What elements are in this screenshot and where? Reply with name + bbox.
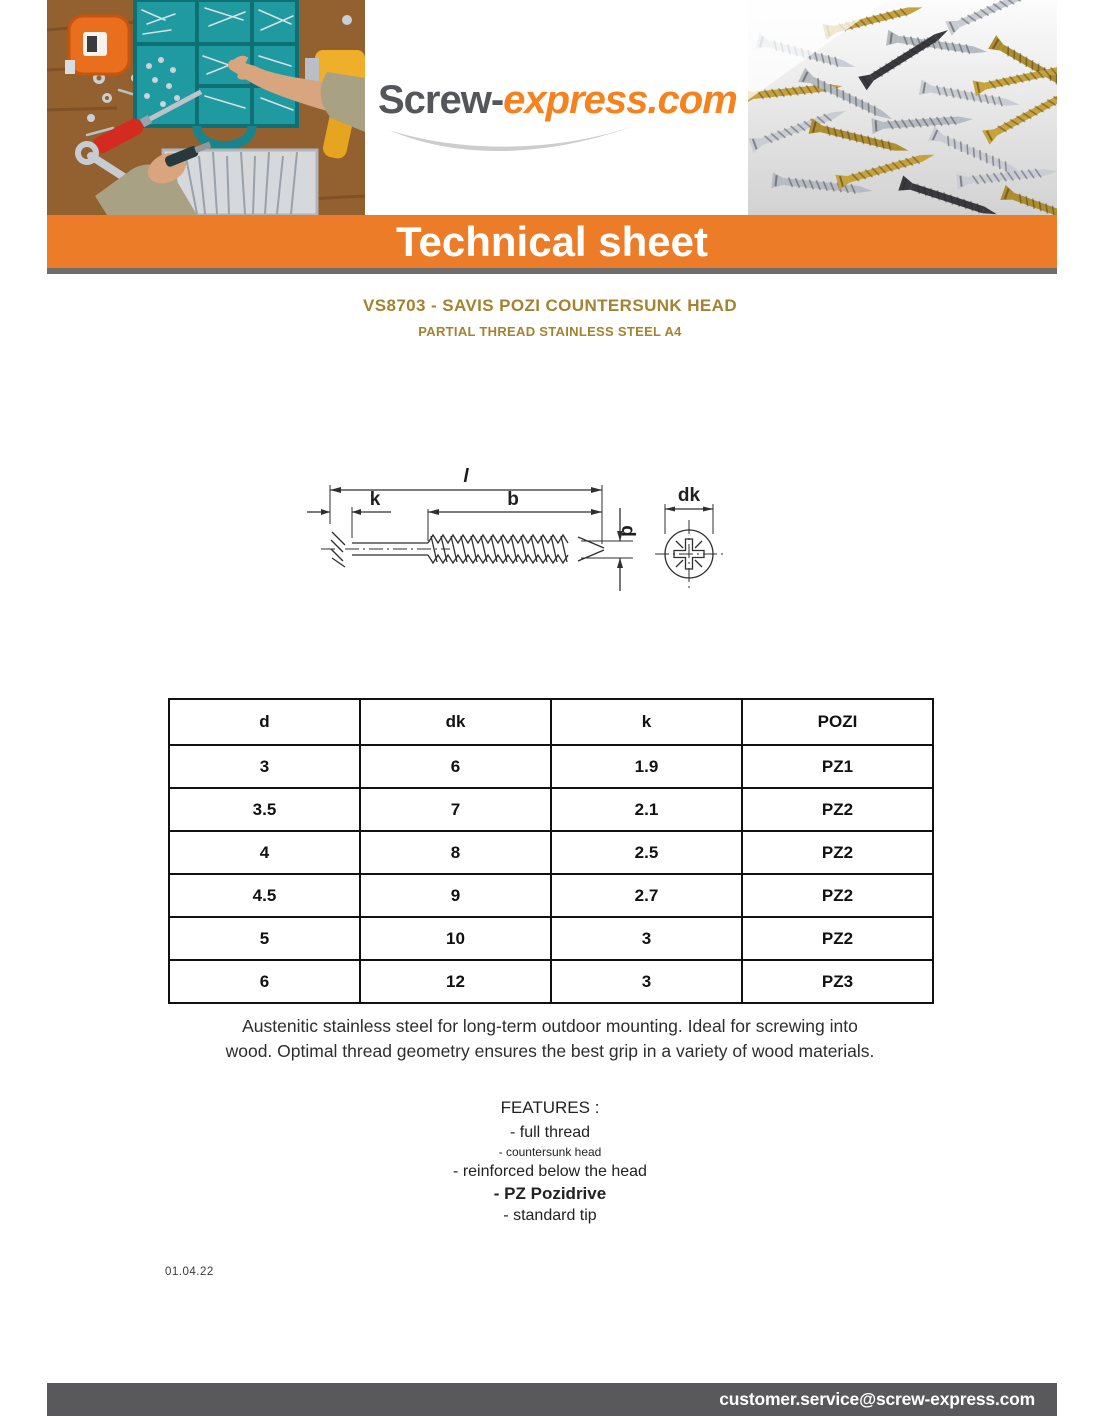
cell-k: 2.7 bbox=[551, 874, 742, 917]
dim-label-k: k bbox=[369, 489, 381, 510]
cell-dk: 8 bbox=[360, 831, 551, 874]
table-row bbox=[169, 917, 933, 960]
product-description bbox=[0, 1014, 1100, 1064]
cell-d: 3 bbox=[169, 745, 360, 788]
features-section bbox=[0, 1098, 1100, 1226]
feature-reinforced: - reinforced below the head bbox=[453, 1163, 647, 1180]
cell-k: 1.9 bbox=[551, 745, 742, 788]
revision-date: 01.04.22 bbox=[165, 1266, 214, 1278]
table-row bbox=[169, 874, 933, 917]
table-row bbox=[169, 960, 933, 1003]
cell-d: 4.5 bbox=[169, 874, 360, 917]
screw-pile-illustration bbox=[748, 0, 1057, 215]
col-header-pozi: POZI bbox=[742, 699, 933, 745]
dim-label-b: b bbox=[507, 489, 519, 510]
banner-title: Technical sheet bbox=[47, 215, 1057, 268]
cell-dk: 6 bbox=[360, 745, 551, 788]
dim-label-d: d bbox=[617, 525, 638, 537]
table-row bbox=[169, 788, 933, 831]
cell-k: 2.1 bbox=[551, 788, 742, 831]
feature-countersunk-head: - countersunk head bbox=[498, 1145, 602, 1159]
cell-pozi: PZ2 bbox=[742, 917, 933, 960]
description-line2: wood. Optimal thread geometry ensures the best grip in a variety of wood materials. bbox=[225, 1041, 875, 1061]
table-row bbox=[169, 831, 933, 874]
cell-dk: 10 bbox=[360, 917, 551, 960]
product-subtitle: PARTIAL THREAD STAINLESS STEEL A4 bbox=[418, 324, 682, 339]
cell-k: 2.5 bbox=[551, 831, 742, 874]
brand-name-part1: Screw- bbox=[378, 78, 504, 122]
product-title: VS8703 - SAVIS POZI COUNTERSUNK HEAD bbox=[363, 296, 737, 315]
cell-pozi: PZ2 bbox=[742, 874, 933, 917]
dim-label-l: l bbox=[463, 466, 469, 487]
cell-dk: 12 bbox=[360, 960, 551, 1003]
feature-full-thread: - full thread bbox=[509, 1124, 591, 1141]
description-line1: Austenitic stainless steel for long-term outdoor mounting. Ideal for screwing into bbox=[242, 1016, 858, 1036]
footer-email: customer.service@screw-express.com bbox=[719, 1389, 1035, 1409]
feature-pz-pozidrive: - PZ Pozidrive bbox=[493, 1184, 607, 1203]
footer-bar bbox=[47, 1383, 1057, 1416]
cell-d: 4 bbox=[169, 831, 360, 874]
cell-dk: 7 bbox=[360, 788, 551, 831]
table-header-row bbox=[169, 699, 933, 745]
cell-pozi: PZ3 bbox=[742, 960, 933, 1003]
cell-k: 3 bbox=[551, 917, 742, 960]
table-row bbox=[169, 745, 933, 788]
cell-pozi: PZ2 bbox=[742, 831, 933, 874]
feature-standard-tip: - standard tip bbox=[503, 1207, 597, 1224]
col-header-d: d bbox=[169, 699, 360, 745]
brand-logo bbox=[378, 80, 738, 120]
cell-pozi: PZ1 bbox=[742, 745, 933, 788]
cell-d: 3.5 bbox=[169, 788, 360, 831]
features-heading: FEATURES : bbox=[500, 1098, 600, 1117]
cell-k: 3 bbox=[551, 960, 742, 1003]
col-header-k: k bbox=[551, 699, 742, 745]
brand-name-part2: express.com bbox=[503, 78, 737, 122]
cell-d: 5 bbox=[169, 917, 360, 960]
cell-d: 6 bbox=[169, 960, 360, 1003]
logo-swoosh bbox=[383, 120, 645, 164]
workbench-photo-illustration bbox=[47, 0, 365, 215]
banner-underline bbox=[47, 268, 1057, 274]
dim-label-dk: dk bbox=[677, 485, 701, 506]
screw-technical-drawing bbox=[285, 452, 745, 637]
col-header-dk: dk bbox=[360, 699, 551, 745]
cell-dk: 9 bbox=[360, 874, 551, 917]
dimensions-table bbox=[168, 698, 934, 1004]
header-photo-workbench bbox=[47, 0, 365, 215]
header-photo-screw-pile bbox=[748, 0, 1057, 215]
cell-pozi: PZ2 bbox=[742, 788, 933, 831]
